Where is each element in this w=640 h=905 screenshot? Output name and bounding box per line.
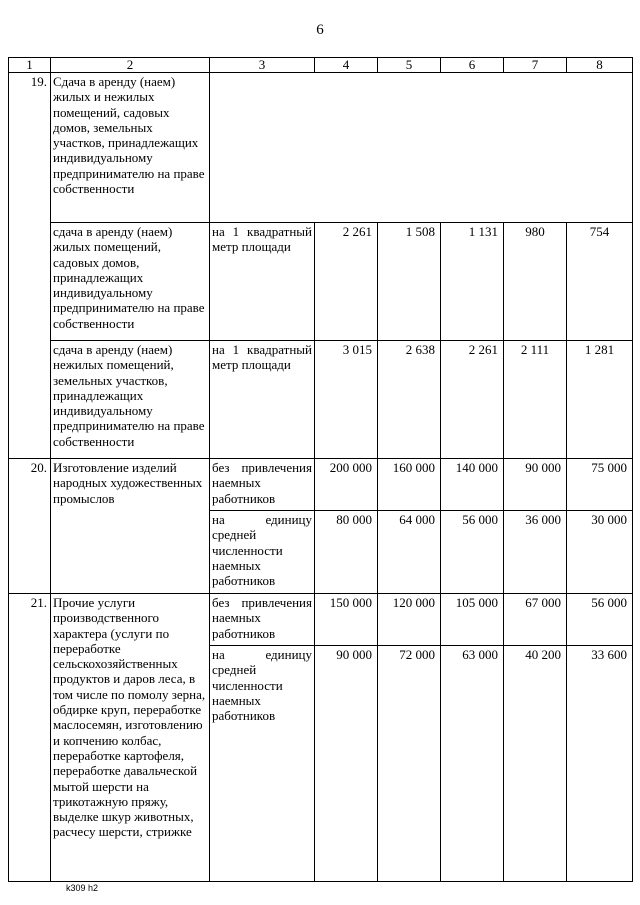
value-cell: 67 000 [504, 594, 567, 646]
activity-name: Сдача в аренду (наем) жилых и нежилых помещений, садовых домов, земельных участков, принадлежащих индивидуальному предпринимателю на праве собственности [51, 73, 210, 223]
tariff-table [8, 57, 633, 882]
value-cell: 105 000 [441, 594, 504, 646]
table-row [9, 594, 633, 646]
column-header: 2 [51, 58, 210, 73]
value-cell: 754 [567, 223, 633, 341]
value-cell: 36 000 [504, 511, 567, 594]
value-cell: 120 000 [378, 594, 441, 646]
value-cell: 200 000 [315, 459, 378, 511]
row-number: 21. [9, 594, 51, 882]
value-cell: 30 000 [567, 511, 633, 594]
unit-cell: на единицу средней численности наемных работников [210, 646, 315, 882]
unit-cell: на 1 квадратный метр площади [210, 341, 315, 459]
table-row [9, 459, 633, 511]
value-cell: 56 000 [567, 594, 633, 646]
value-cell: 40 200 [504, 646, 567, 882]
value-cell: 72 000 [378, 646, 441, 882]
column-header: 1 [9, 58, 51, 73]
value-cell: 2 111 [504, 341, 567, 459]
value-cell: 75 000 [567, 459, 633, 511]
document-code: k309 h2 [66, 883, 99, 893]
column-header: 4 [315, 58, 378, 73]
value-cell: 140 000 [441, 459, 504, 511]
value-cell: 150 000 [315, 594, 378, 646]
empty-cell [210, 73, 633, 223]
value-cell: 1 508 [378, 223, 441, 341]
column-header: 6 [441, 58, 504, 73]
table-row [9, 341, 633, 459]
value-cell: 980 [504, 223, 567, 341]
value-cell: 63 000 [441, 646, 504, 882]
page-number: 6 [316, 22, 324, 38]
unit-cell: на 1 квадратный метр площади [210, 223, 315, 341]
value-cell: 1 281 [567, 341, 633, 459]
value-cell: 80 000 [315, 511, 378, 594]
value-cell: 33 600 [567, 646, 633, 882]
unit-cell: без привлечения наемных работников [210, 459, 315, 511]
value-cell: 90 000 [315, 646, 378, 882]
value-cell: 64 000 [378, 511, 441, 594]
value-cell: 2 638 [378, 341, 441, 459]
activity-name: Прочие услуги производственного характера (услуги по переработке сельскохозяйственных продуктов и даров леса, в том числе по помолу зерна, обдирке круп, переработке маслосемян, изготовлению и копчению колбас, переработке картофеля, переработке давальческой мытой шерсти на трикотажную пряжу, выделке шкур животных, расчесу шерсти, стрижке [51, 594, 210, 882]
value-cell: 56 000 [441, 511, 504, 594]
column-header: 8 [567, 58, 633, 73]
value-cell: 1 131 [441, 223, 504, 341]
value-cell: 90 000 [504, 459, 567, 511]
activity-name: сдача в аренду (наем) нежилых помещений, земельных участков, принадлежащих индивидуальному предпринимателю на праве собственности [51, 341, 210, 459]
row-number: 20. [9, 459, 51, 594]
value-cell: 2 261 [441, 341, 504, 459]
activity-name: сдача в аренду (наем) жилых помещений, садовых домов, принадлежащих индивидуальному предпринимателю на праве собственности [51, 223, 210, 341]
table-header-row [9, 58, 633, 73]
table-row [9, 223, 633, 341]
column-header: 3 [210, 58, 315, 73]
unit-cell: на единицу средней численности наемных работников [210, 511, 315, 594]
value-cell: 3 015 [315, 341, 378, 459]
unit-cell: без привлечения наемных работников [210, 594, 315, 646]
value-cell: 2 261 [315, 223, 378, 341]
column-header: 7 [504, 58, 567, 73]
activity-name: Изготовление изделий народных художественных промыслов [51, 459, 210, 594]
table-row [9, 73, 633, 223]
row-number: 19. [9, 73, 51, 459]
column-header: 5 [378, 58, 441, 73]
value-cell: 160 000 [378, 459, 441, 511]
